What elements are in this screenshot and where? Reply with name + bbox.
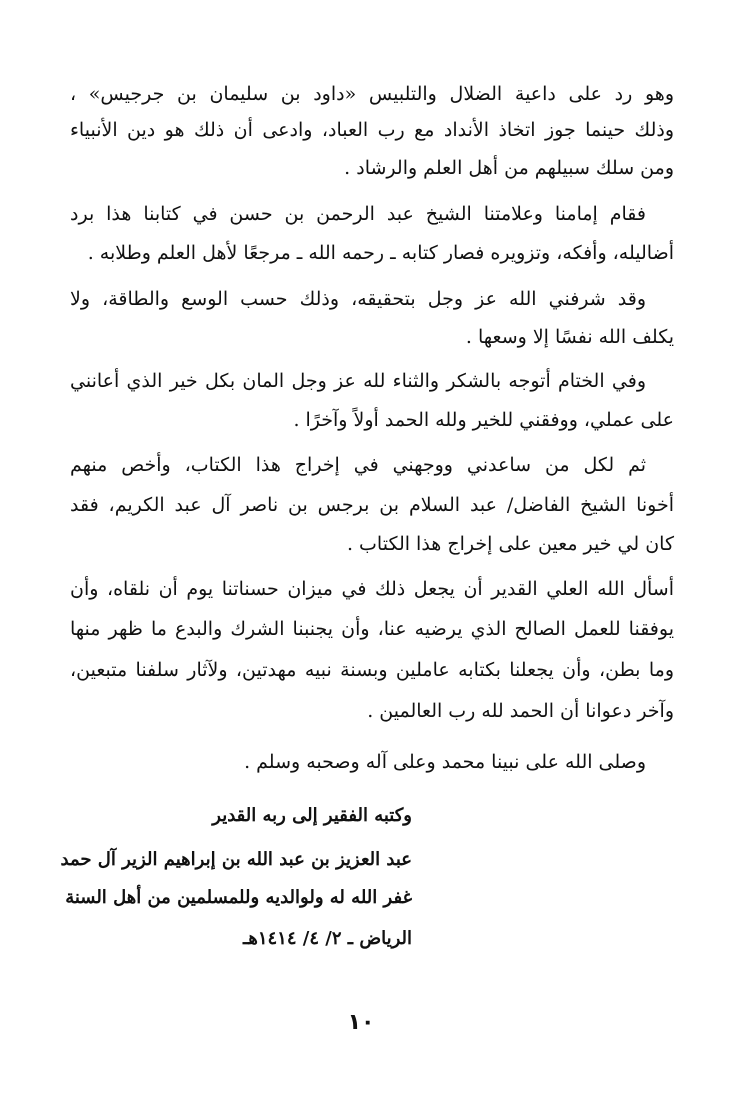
paragraph-1-line-1: وهو رد على داعية الضلال والتلبيس «داود بن سليمان بن جرجيس» ،: [70, 83, 674, 105]
paragraph-2-line-2: أضاليله، وأفكه، وتزويره فصار كتابه ـ رحمه الله ـ مرجعًا لأهل العلم وطلابه .: [87, 242, 674, 264]
closing-salutation: وصلى الله على نبينا محمد وعلى آله وصحبه وسلم .: [244, 751, 646, 773]
paragraph-6-line-2: يوفقنا للعمل الصالح الذي يرضيه عنا، وأن يجنبنا الشرك والبدع ما ظهر منها: [70, 618, 674, 640]
paragraph-4-line-1: وفي الختام أتوجه بالشكر والثناء لله عز وجل المان بكل خير الذي أعانني: [70, 370, 646, 392]
paragraph-1-line-2: وذلك حينما جوز اتخاذ الأنداد مع رب العباد، وادعى أن ذلك هو دين الأنبياء: [70, 119, 674, 141]
paragraph-4-line-2: على عملي، ووفقني للخير ولله الحمد أولاً وآخرًا .: [293, 409, 674, 431]
paragraph-5-line-2: أخونا الشيخ الفاضل/ عبد السلام بن برجس بن ناصر آل عبد الكريم، فقد: [70, 494, 674, 516]
signature-place-date: الرياض ـ ٢/ ٤/ ١٤١٤هـ: [243, 928, 412, 949]
signature-author-name: عبد العزيز بن عبد الله بن إبراهيم الزير آل حمد: [60, 849, 412, 870]
paragraph-1-line-3: ومن سلك سبيلهم من أهل العلم والرشاد .: [344, 157, 674, 179]
paragraph-6-line-3: وما بطن، وأن يجعلنا بكتابه عاملين وبسنة نبيه مهدتين، ولآثار سلفنا متبعين،: [70, 659, 674, 681]
paragraph-5-line-3: كان لي خير معين على إخراج هذا الكتاب .: [346, 533, 674, 555]
paragraph-3-line-1: وقد شرفني الله عز وجل بتحقيقه، وذلك حسب الوسع والطاقة، ولا: [70, 288, 646, 310]
page-number: ١٠: [347, 1010, 375, 1035]
signature-supplication: غفر الله له ولوالديه وللمسلمين من أهل السنة: [65, 887, 412, 908]
signature-line-1: وكتبه الفقير إلى ربه القدير: [212, 805, 412, 826]
paragraph-3-line-2: يكلف الله نفسًا إلا وسعها .: [465, 326, 674, 348]
paragraph-6-line-4: وآخر دعوانا أن الحمد لله رب العالمين .: [367, 700, 674, 722]
paragraph-2-line-1: فقام إمامنا وعلامتنا الشيخ عبد الرحمن بن حسن في كتابنا هذا برد: [70, 203, 646, 225]
paragraph-5-line-1: ثم لكل من ساعدني ووجهني في إخراج هذا الكتاب، وأخص منهم: [70, 454, 646, 476]
paragraph-6-line-1: أسأل الله العلي القدير أن يجعل ذلك في ميزان حسناتنا يوم أن نلقاه، وأن: [70, 578, 674, 600]
